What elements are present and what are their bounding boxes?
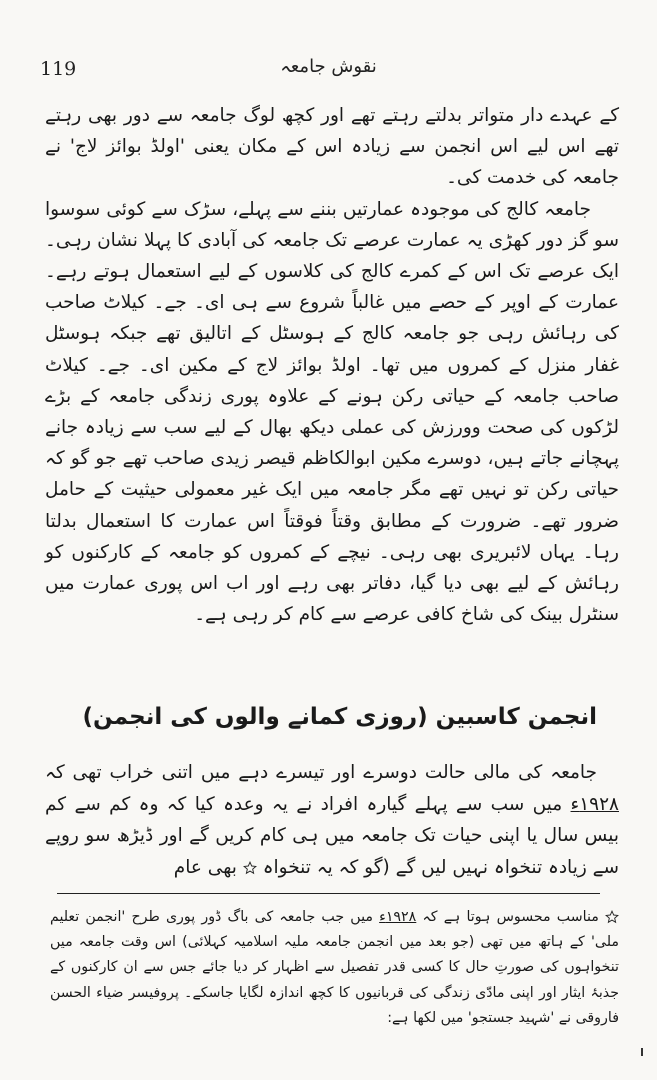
- section-text: [45, 757, 619, 883]
- star-icon: [243, 861, 257, 875]
- running-title: نقوش جامعہ: [280, 56, 377, 77]
- paragraph: جامعہ کالج کی موجودہ عمارتیں بننے سے پہلے، سڑک سے کوئی سوسوا سو گز دور کھڑی یہ عمارت عرصے تک جامعہ کی آبادی کا پہلا نشان رہی۔ ایک عرصے تک اس کے کمرے کالج کی کلاسوں کے لیے استعمال ہوتے رہے۔ عمارت کے اوپر کے حصے میں غالباً شروع سے ہی ای۔ جے۔ کیلاٹ صاحب کی رہائش رہی جو جامعہ کالج کے ہوسٹل کے اتالیق تھے جبکہ ہوسٹل غفار منزل کے کمروں میں تھا۔ اولڈ بوائز لاج کے مکین ای۔ جے۔ کیلاٹ صاحب جامعہ کے حیاتی رکن ہونے کے علاوہ پوری زندگی جامعہ کے بڑے لڑکوں کی صحت وورزش کی عملی دیکھ بھال کے لیے سب سے زیادہ جانے پہچانے جاتے ہیں، دوسرے مکین ابوالکاظم قیصر زیدی صاحب تھے جو گو کہ حیاتی رکن تو نہیں تھے مگر جامعہ میں ایک غیر معمولی حیثیت کے حامل ضرور تھے۔ ضرورت کے مطابق وقتاً فوقتاً اس عمارت کا استعمال بدلتا رہا۔ یہاں لائبریری بھی رہی۔ نیچے کے کمروں کو جامعہ کے کارکنوں کو رہائش کے لیے بھی دیا گیا، دفاتر بھی رہے اور اب اس پوری عمارت میں سنٹرل بینک کی شاخ کافی عرصے سے کام کر رہی ہے۔: [45, 198, 619, 626]
- text-run: جامعہ کی مالی حالت دوسرے اور تیسرے دہے میں اتنی خراب تھی کہ: [45, 762, 597, 783]
- text-run: میں جب جامعہ کی باگ ڈور پوری طرح 'انجمن تعلیم ملی' کے ہاتھ میں تھی (جو بعد میں انجمن جامعہ ملیہ اسلامیہ کہلائی) اس وقت جامعہ میں تنخواہوں کی صورتِ حال کا کسی قدر تفصیل سے اظہار کر دیا جائے جس سے ان کارکنوں کے جذبۂ ایثار اور اپنی مادّی زندگی کی قربانیوں کا کچھ اندازہ لگایا جاسکے۔ پروفیسر ضیاء الحسن فاروقی نے 'شہید جستجو' میں لکھا ہے:: [50, 909, 619, 1026]
- text-run: میں سب سے پہلے گیارہ افراد نے یہ وعدہ کیا کہ وہ کم سے کم بیس سال یا اپنی حیات تک جامعہ میں ہی کام کریں گے اور ڈیڑھ سو روپے سے زیادہ تنخواہ نہیں لیں گے (گو کہ یہ تنخواہ: [45, 793, 619, 878]
- paragraph: کے عہدے دار متواتر بدلتے رہتے تھے اور کچھ لوگ جامعہ سے دور بھی رہتے تھے اس لیے اس انجمن سے زیادہ اس کے مکان یعنی 'اولڈ بوائز لاج' نے جامعہ کی خدمت کی۔: [45, 105, 619, 189]
- year-underlined: ۱۹۲۸ء: [379, 909, 417, 925]
- year-underlined: ۱۹۲۸ء: [570, 793, 619, 815]
- text-run: مناسب محسوس ہوتا ہے کہ: [416, 909, 605, 925]
- page-mark: [641, 1048, 643, 1056]
- footnote: [50, 905, 619, 1031]
- star-icon: [605, 910, 619, 924]
- footnote-divider: [57, 893, 600, 894]
- paragraph: [45, 757, 619, 883]
- footnote-text: [50, 905, 619, 1031]
- page-number: 119: [40, 58, 77, 80]
- main-text: [45, 100, 619, 630]
- text-run: بھی عام: [173, 856, 243, 878]
- section-heading: انجمن کاسبین (روزی کمانے والوں کی انجمن): [82, 704, 597, 730]
